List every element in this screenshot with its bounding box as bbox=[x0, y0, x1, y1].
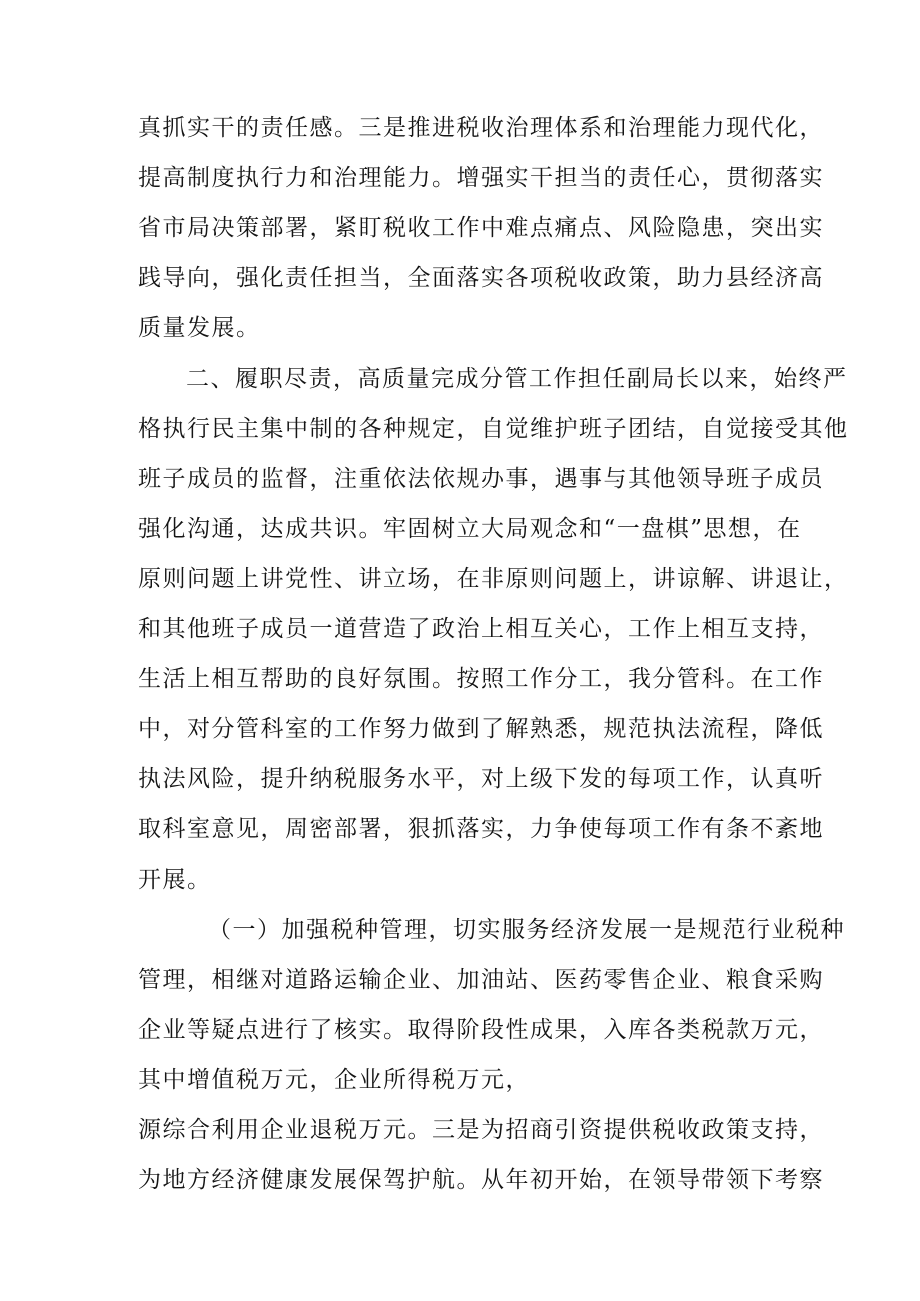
text-line: 管理，相继对道路运输企业、加油站、医药零售企业、粮食采购 bbox=[138, 967, 824, 993]
text-line: 格执行民主集中制的各种规定，自觉维护班子团结，自觉接受其他 bbox=[138, 416, 849, 442]
text-line: 原则问题上讲党性、讲立场，在非原则问题上，讲谅解、讲退让， bbox=[138, 566, 849, 592]
text-line: 取科室意见，周密部署，狠抓落实，力争使每项工作有条不紊地 bbox=[138, 816, 824, 842]
text-line: 生活上相互帮助的良好氛围。按照工作分工，我分管科。在工作 bbox=[138, 666, 824, 692]
text-line: 中，对分管科室的工作努力做到了解熟悉，规范执法流程，降低 bbox=[138, 716, 824, 742]
text-line: 其中增值税万元，企业所得税万元， bbox=[138, 1067, 530, 1093]
text-line: 班子成员的监督，注重依法依规办事，遇事与其他领导班子成员 bbox=[138, 466, 824, 492]
text-line: 践导向，强化责任担当，全面落实各项税收政策，助力县经济高 bbox=[138, 265, 824, 291]
text-line: 和其他班子成员一道营造了政治上相互关心，工作上相互支持， bbox=[138, 616, 824, 642]
text-line: 质量发展。 bbox=[138, 315, 261, 341]
text-line: 企业等疑点进行了核实。取得阶段性成果，入库各类税款万元， bbox=[138, 1017, 824, 1043]
text-line: 强化沟通，达成共识。牢固树立大局观念和“一盘棋”思想，在 bbox=[138, 516, 802, 542]
subsection-heading-line: （一）加强税种管理，切实服务经济发展一是规范行业税种 bbox=[208, 917, 845, 943]
paragraph-heading-line: 二、履职尽责，高质量完成分管工作担任副局长以来，始终严 bbox=[186, 366, 848, 392]
text-line: 提高制度执行力和治理能力。增强实干担当的责任心，贯彻落实 bbox=[138, 165, 824, 191]
text-line: 真抓实干的责任感。三是推进税收治理体系和治理能力现代化， bbox=[138, 115, 824, 141]
text-line: 省市局决策部署，紧盯税收工作中难点痛点、风险隐患，突出实 bbox=[138, 215, 824, 241]
text-line: 开展。 bbox=[138, 867, 212, 893]
text-line: 执法风险，提升纳税服务水平，对上级下发的每项工作，认真听 bbox=[138, 766, 824, 792]
text-line: 源综合利用企业退税万元。三是为招商引资提供税收政策支持， bbox=[138, 1117, 824, 1143]
text-line: 为地方经济健康发展保驾护航。从年初开始，在领导带领下考察 bbox=[138, 1167, 824, 1193]
